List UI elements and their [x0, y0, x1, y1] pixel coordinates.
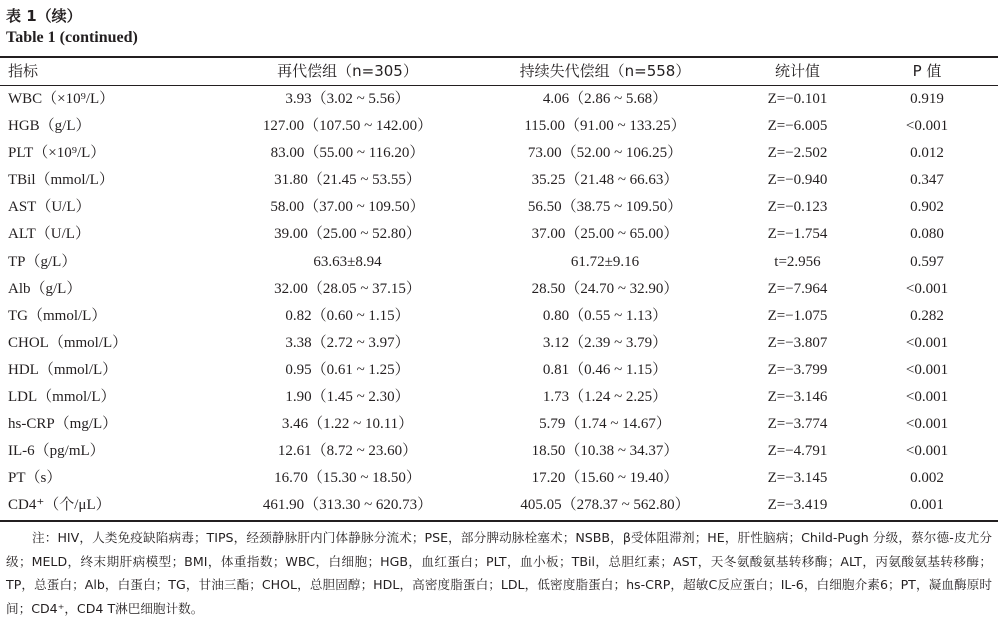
table-row — [0, 465, 998, 492]
cell-p: 0.002 — [910, 470, 944, 487]
cell-group2: 115.00（91.00 ~ 133.25） — [524, 118, 686, 135]
cell-group1: 31.80（21.45 ~ 53.55） — [274, 172, 421, 189]
cell-stat: Z=−0.123 — [767, 199, 828, 216]
cell-group1: 127.00（107.50 ~ 142.00） — [262, 118, 433, 135]
cell-stat: Z=−3.799 — [767, 361, 828, 378]
table-row — [0, 492, 998, 519]
cell-indicator: CHOL（mmol/L） — [8, 334, 128, 351]
cell-p: 0.080 — [910, 226, 944, 243]
cell-p: 0.902 — [910, 199, 944, 216]
header-p: P 值 — [912, 62, 942, 80]
table-body — [0, 86, 998, 520]
cell-stat: Z=−3.419 — [767, 497, 828, 514]
table-row — [0, 167, 998, 194]
cell-p: <0.001 — [905, 334, 949, 351]
cell-stat: t=2.956 — [774, 253, 821, 270]
cell-p: <0.001 — [905, 443, 949, 460]
cell-group1: 461.90（313.30 ~ 620.73） — [262, 497, 433, 514]
cell-group2: 4.06（2.86 ~ 5.68） — [542, 91, 668, 107]
cell-indicator: WBC（×10⁹/L） — [8, 91, 115, 107]
cell-stat: Z=−0.940 — [767, 172, 828, 189]
cell-p: 0.597 — [910, 253, 944, 270]
table-row — [0, 276, 998, 303]
cell-indicator: AST（U/L） — [8, 199, 91, 216]
cell-indicator: Alb（g/L） — [8, 280, 82, 297]
cell-p: 0.001 — [910, 497, 944, 514]
cell-group1: 58.00（37.00 ~ 109.50） — [270, 199, 425, 216]
cell-group2: 0.81（0.46 ~ 1.15） — [542, 361, 668, 378]
cell-indicator: IL-6（pg/mL） — [8, 443, 105, 460]
table-footnote: 注：HIV，人类免疫缺陷病毒；TIPS，经颈静脉肝内门体静脉分流术；PSE，部分脾动脉栓塞术；NSBB，β受体阻滞剂；HE，肝性脑病；Child-Pugh 分级，蔡尔德-皮尤分级；MELD，终末期肝病模型；BMI，体重指数；WBC，白细胞；HGB，血红蛋白；PLT，血小板；TBil，总胆红素；AST，天冬氨酸氨基转移酶；ALT，丙氨酸氨基转移酶；TP，总蛋白；Alb，白蛋白；TG，甘油三酯；CHOL，总胆固醇；HDL，高密度脂蛋白；LDL，低密度脂蛋白；hs-CRP，超敏C反应蛋白；IL-6，白细胞介素6；PT，凝血酶原时间；CD4⁺，CD4 T淋巴细胞计数。 — [6, 530, 992, 616]
table-bottom-rule — [0, 520, 998, 522]
cell-indicator: TBil（mmol/L） — [8, 172, 114, 189]
cell-group1: 0.82（0.60 ~ 1.15） — [285, 307, 410, 324]
cell-stat: Z=−0.101 — [767, 91, 828, 107]
table-row — [0, 384, 998, 411]
cell-indicator: ALT（U/L） — [8, 226, 90, 243]
cell-group2: 3.12（2.39 ~ 3.79） — [542, 334, 668, 351]
cell-group2: 405.05（278.37 ~ 562.80） — [520, 497, 690, 514]
header-group1: 再代偿组（n=305） — [277, 62, 418, 80]
cell-indicator: LDL（mmol/L） — [8, 389, 116, 406]
cell-group1: 39.00（25.00 ~ 52.80） — [274, 226, 421, 243]
header-indicator: 指标 — [8, 62, 39, 80]
cell-stat: Z=−6.005 — [767, 118, 828, 135]
cell-group2: 5.79（1.74 ~ 14.67） — [539, 416, 671, 433]
cell-p: 0.347 — [910, 172, 944, 189]
table-header-row — [0, 58, 998, 85]
cell-group2: 1.73（1.24 ~ 2.25） — [542, 389, 668, 406]
cell-group2: 37.00（25.00 ~ 65.00） — [531, 226, 679, 243]
header-group2: 持续失代偿组（n=558） — [519, 62, 691, 80]
cell-stat: Z=−3.807 — [767, 334, 828, 351]
cell-indicator: CD4⁺（个/μL） — [8, 497, 111, 514]
table-row — [0, 86, 998, 113]
table-row — [0, 411, 998, 438]
cell-group2: 0.80（0.55 ~ 1.13） — [542, 307, 668, 324]
cell-group1: 16.70（15.30 ~ 18.50） — [274, 470, 421, 487]
cell-group1: 3.93（3.02 ~ 5.56） — [285, 91, 410, 107]
cell-group2: 18.50（10.38 ~ 34.37） — [531, 443, 679, 460]
cell-stat: Z=−3.145 — [767, 470, 828, 487]
cell-group1: 63.63±8.94 — [313, 253, 382, 270]
cell-indicator: PT（s） — [8, 470, 62, 487]
cell-indicator: HDL（mmol/L） — [8, 361, 118, 378]
table-row — [0, 140, 998, 167]
cell-group2: 35.25（21.48 ~ 66.63） — [531, 172, 679, 189]
cell-stat: Z=−3.774 — [767, 416, 828, 433]
cell-stat: Z=−1.754 — [767, 226, 828, 243]
cell-p: 0.012 — [910, 145, 944, 162]
table-row — [0, 303, 998, 330]
cell-group2: 17.20（15.60 ~ 19.40） — [531, 470, 679, 487]
table-row — [0, 221, 998, 248]
table-row — [0, 194, 998, 221]
table-row — [0, 357, 998, 384]
table-caption-zh: 表 1（续） — [6, 7, 82, 25]
cell-group1: 83.00（55.00 ~ 116.20） — [270, 145, 425, 162]
table-caption-en: Table 1 (continued) — [6, 29, 138, 46]
cell-indicator: TG（mmol/L） — [8, 307, 107, 324]
table-row — [0, 438, 998, 465]
cell-group1: 3.46（1.22 ~ 10.11） — [281, 416, 414, 433]
cell-group1: 0.95（0.61 ~ 1.25） — [285, 361, 410, 378]
cell-p: <0.001 — [905, 416, 949, 433]
cell-p: <0.001 — [905, 361, 949, 378]
cell-stat: Z=−3.146 — [767, 389, 828, 406]
cell-group1: 12.61（8.72 ~ 23.60） — [277, 443, 418, 460]
cell-group2: 61.72±9.16 — [570, 253, 640, 270]
cell-p: 0.282 — [910, 307, 944, 324]
cell-group2: 28.50（24.70 ~ 32.90） — [531, 280, 679, 297]
cell-group2: 56.50（38.75 ~ 109.50） — [527, 199, 683, 216]
cell-stat: Z=−2.502 — [767, 145, 828, 162]
cell-group1: 1.90（1.45 ~ 2.30） — [285, 389, 410, 406]
cell-group1: 3.38（2.72 ~ 3.97） — [285, 334, 410, 351]
cell-p: <0.001 — [905, 280, 949, 297]
table-row — [0, 249, 998, 276]
header-stat: 统计值 — [774, 62, 820, 80]
cell-stat: Z=−7.964 — [767, 280, 828, 297]
cell-indicator: hs-CRP（mg/L） — [8, 416, 118, 433]
cell-indicator: PLT（×10⁹/L） — [8, 145, 106, 162]
cell-indicator: TP（g/L） — [8, 253, 77, 270]
cell-stat: Z=−4.791 — [767, 443, 828, 460]
cell-group2: 73.00（52.00 ~ 106.25） — [527, 145, 683, 162]
cell-group1: 32.00（28.05 ~ 37.15） — [274, 280, 421, 297]
cell-p: 0.919 — [910, 91, 944, 107]
cell-stat: Z=−1.075 — [767, 307, 828, 324]
cell-p: <0.001 — [905, 389, 949, 406]
table-row — [0, 113, 998, 140]
table-row — [0, 330, 998, 357]
cell-indicator: HGB（g/L） — [8, 118, 91, 135]
cell-p: <0.001 — [905, 118, 949, 135]
